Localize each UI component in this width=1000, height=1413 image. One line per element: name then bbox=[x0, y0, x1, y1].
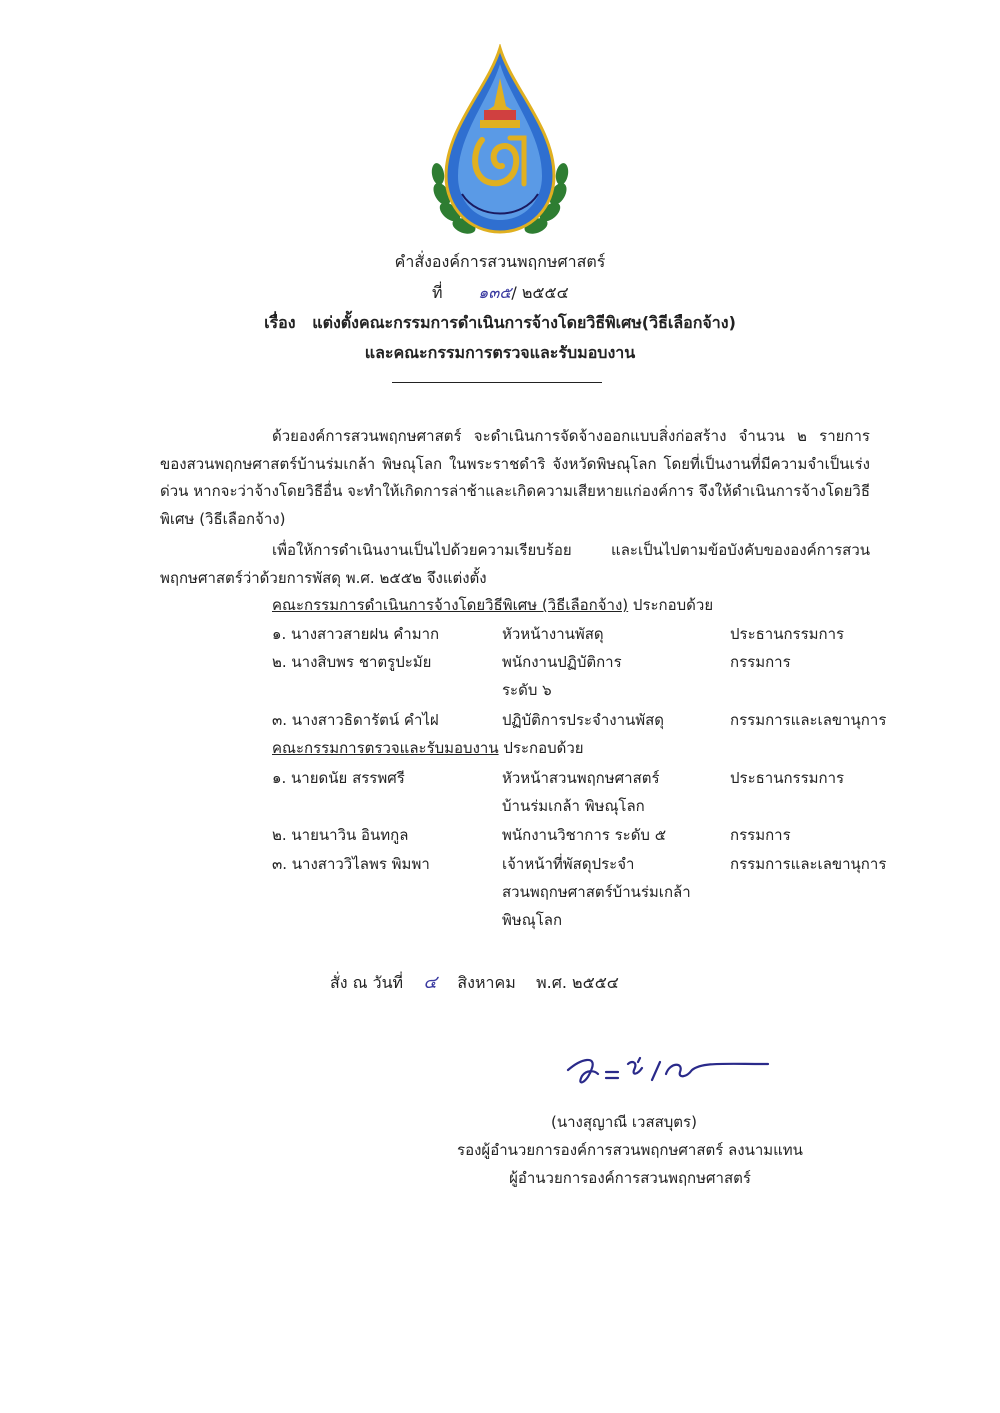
handwritten-signature bbox=[562, 1048, 774, 1092]
committee-2-member-role: กรรมการและเลขานุการ bbox=[730, 855, 887, 873]
committee-2-member-position-cont: บ้านร่มเกล้า พิษณุโลก bbox=[502, 797, 645, 815]
committee-2-member-position-cont: พิษณุโลก bbox=[502, 911, 563, 929]
organization-emblem-icon bbox=[428, 44, 572, 240]
subject-text: แต่งตั้งคณะกรรมการดำเนินการจ้างโดยวิธีพิเศษ(วิธีเลือกจ้าง) bbox=[312, 313, 736, 332]
committee-2-member-name: ๑. นายดนัย สรรพศรี bbox=[272, 769, 405, 787]
signatory-position-2: ผู้อำนวยการองค์การสวนพฤกษศาสตร์ bbox=[509, 1169, 751, 1187]
date-prefix: สั่ง ณ วันที่ bbox=[330, 973, 404, 992]
committee-2-heading bbox=[272, 736, 584, 760]
committee-2-suffix: ประกอบด้วย bbox=[503, 739, 584, 757]
committee-1-member-position-cont: ระดับ ๖ bbox=[502, 681, 552, 699]
paragraph-2 bbox=[160, 537, 870, 592]
committee-1-member-role: ประธานกรรมการ bbox=[730, 625, 845, 643]
committee-2-member-role: ประธานกรรมการ bbox=[730, 769, 845, 787]
subject-line-1 bbox=[0, 311, 1000, 336]
number-year: / ๒๕๕๔ bbox=[511, 283, 569, 302]
paragraph-1-text: ด้วยองค์การสวนพฤกษศาสตร์ จะดำเนินการจัดจ้างออกแบบสิ่งก่อสร้าง จำนวน ๒ รายการ ของสวนพฤกษศาสตร์บ้านร่มเกล้า พิษณุโลก ในพระราชดำริ จังหวัดพิษณุโลก โดยที่เป็นงานที่มีความจำเป็นเร่งด่วน หากจะว่าจ้างโดยวิธีอื่น จะทำให้เกิดการล่าช้าและเกิดความเสียหายแก่องค์การ จึงให้ดำเนินการจ้างโดยวิธีพิเศษ (วิธีเลือกจ้าง) bbox=[160, 427, 870, 528]
handwritten-day: ๔ bbox=[423, 972, 438, 993]
committee-2-member-name: ๓. นางสาววิไลพร พิมพา bbox=[272, 855, 430, 873]
committee-2-member-position-cont: สวนพฤกษศาสตร์บ้านร่มเกล้า bbox=[502, 883, 691, 901]
committee-2-member-position: พนักงานวิชาการ ระดับ ๕ bbox=[502, 826, 667, 844]
paragraph-2-text: เพื่อให้การดำเนินงานเป็นไปด้วยความเรียบร้อย และเป็นไปตามข้อบังคับขององค์การสวนพฤกษศาสตร์ว่าด้วยการพัสดุ พ.ศ. ๒๕๕๒ จึงแต่งตั้ง bbox=[160, 541, 870, 587]
header-divider bbox=[392, 382, 602, 383]
committee-2-member-name: ๒. นายนาวิน อินทกูล bbox=[272, 826, 409, 844]
signatory-name: (นางสุญาณี เวสสบุตร) bbox=[551, 1113, 697, 1131]
committee-1-title: คณะกรรมการดำเนินการจ้างโดยวิธีพิเศษ (วิธีเลือกจ้าง) bbox=[272, 596, 629, 614]
committee-1-member-position: พนักงานปฏิบัติการ bbox=[502, 653, 622, 671]
handwritten-number: ๑๓๕ bbox=[478, 283, 512, 302]
paragraph-1 bbox=[160, 423, 870, 533]
committee-2-member-position: หัวหน้าสวนพฤกษศาสตร์ bbox=[502, 769, 660, 787]
committee-1-member-role: กรรมการและเลขานุการ bbox=[730, 711, 887, 729]
committee-1-member-position: ปฏิบัติการประจำงานพัสดุ bbox=[502, 711, 665, 729]
order-date bbox=[330, 967, 619, 996]
committee-1-member-position: หัวหน้างานพัสดุ bbox=[502, 625, 604, 643]
committee-2-title: คณะกรรมการตรวจและรับมอบงาน bbox=[272, 739, 499, 757]
committee-1-member-role: กรรมการ bbox=[730, 653, 791, 671]
order-number bbox=[432, 281, 569, 306]
committee-2-member-role: กรรมการ bbox=[730, 826, 791, 844]
number-label: ที่ bbox=[432, 283, 443, 302]
date-year: พ.ศ. ๒๕๕๔ bbox=[536, 973, 619, 992]
document-title: คำสั่งองค์การสวนพฤกษศาสตร์ bbox=[394, 252, 606, 271]
committee-1-member-name: ๓. นางสาวธิดารัตน์ คำไฝ bbox=[272, 711, 439, 729]
signatory-position-1: รองผู้อำนวยการองค์การสวนพฤกษศาสตร์ ลงนามแทน bbox=[457, 1141, 803, 1159]
committee-1-member-name: ๒. นางสิบพร ชาตรูปะมัย bbox=[272, 653, 432, 671]
date-month: สิงหาคม bbox=[457, 973, 516, 992]
committee-2-member-position: เจ้าหน้าที่พัสดุประจำ bbox=[502, 855, 635, 873]
committee-1-member-name: ๑. นางสาวสายฝน คำมาก bbox=[272, 625, 440, 643]
committee-1-suffix: ประกอบด้วย bbox=[632, 596, 714, 614]
subject-line-2: และคณะกรรมการตรวจและรับมอบงาน bbox=[364, 343, 636, 362]
committee-1-heading bbox=[272, 593, 713, 617]
subject-label: เรื่อง bbox=[264, 313, 296, 332]
